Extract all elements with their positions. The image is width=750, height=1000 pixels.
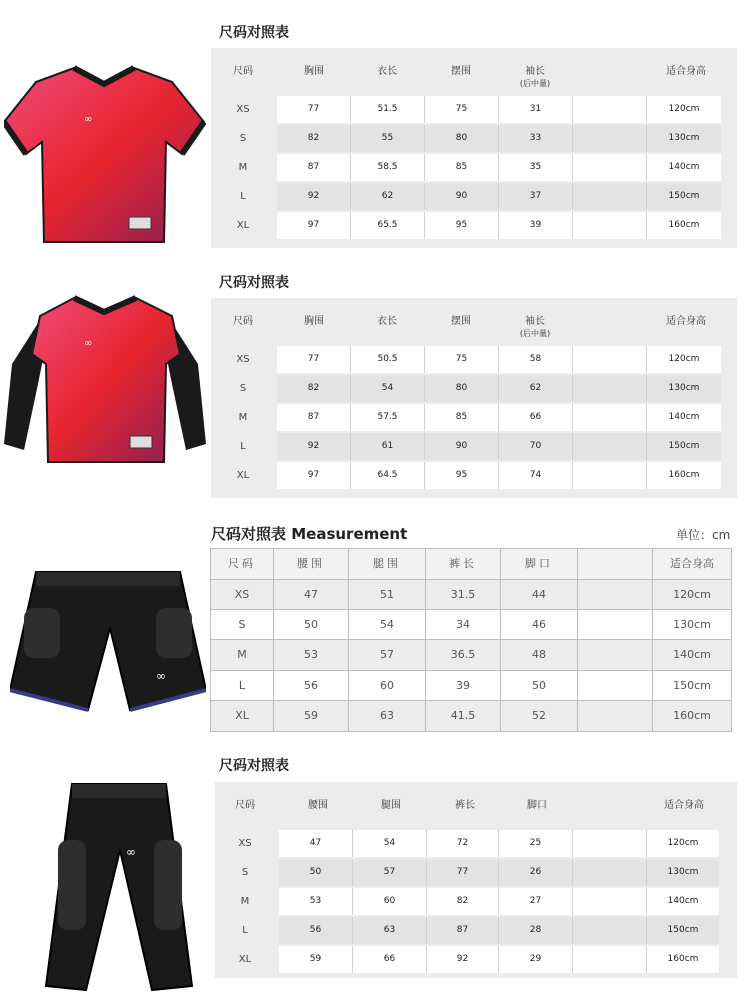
cell: 92 xyxy=(277,183,351,210)
cell: 80 xyxy=(425,375,499,402)
cell xyxy=(573,346,647,373)
cell: 47 xyxy=(279,830,353,857)
cell: 66 xyxy=(353,946,427,973)
cell: 33 xyxy=(499,125,573,152)
cell: 57.5 xyxy=(351,404,425,431)
cell: 74 xyxy=(499,462,573,489)
table-row xyxy=(277,154,721,181)
table-row xyxy=(277,212,721,239)
cell xyxy=(573,404,647,431)
table-row xyxy=(277,462,721,489)
cell: 87 xyxy=(427,917,499,944)
cell: 51.5 xyxy=(351,96,425,123)
cell: 95 xyxy=(425,212,499,239)
cell xyxy=(578,701,652,731)
cell: 35 xyxy=(499,154,573,181)
cell: 64.5 xyxy=(351,462,425,489)
section4-title: 尺码对照表 xyxy=(219,758,289,774)
cell xyxy=(573,859,647,886)
header-height: 适合身高 xyxy=(664,800,704,811)
cell: 54 xyxy=(353,830,427,857)
cell: 48 xyxy=(501,640,577,670)
cell xyxy=(573,375,647,402)
header-waist: 腰围 xyxy=(274,549,348,579)
header-chest: 胸围 xyxy=(304,66,324,77)
header-height: 适合身高 xyxy=(666,316,706,327)
cell: 70 xyxy=(499,433,573,460)
cell xyxy=(573,125,647,152)
cell: 77 xyxy=(427,859,499,886)
cell: 160cm xyxy=(668,220,700,230)
size-label: L xyxy=(242,925,248,936)
header-leg-opening: 脚口 xyxy=(527,800,547,811)
svg-text:∞: ∞ xyxy=(126,845,136,859)
cell xyxy=(573,183,647,210)
cell: 53 xyxy=(279,888,353,915)
size-label: S xyxy=(211,610,273,639)
cell: 85 xyxy=(425,154,499,181)
cell: 120cm xyxy=(653,580,731,609)
cell: 56 xyxy=(279,917,353,944)
cell: 63 xyxy=(353,917,427,944)
size-label: XL xyxy=(236,220,250,231)
cell: 51 xyxy=(349,580,425,609)
header-size: 尺码 xyxy=(235,800,255,811)
cell xyxy=(573,212,647,239)
header-sleeve-label: 袖长 xyxy=(525,66,545,77)
cell: 56 xyxy=(274,671,348,700)
size-table-3 xyxy=(210,548,732,732)
cell: 140cm xyxy=(668,412,700,422)
cell: 97 xyxy=(277,462,351,489)
header-size: 尺码 xyxy=(233,66,253,77)
cell xyxy=(578,671,652,700)
cell: 130cm xyxy=(667,867,699,877)
cell: 77 xyxy=(277,346,351,373)
cell: 63 xyxy=(349,701,425,731)
section1-title: 尺码对照表 xyxy=(219,25,289,41)
header-size: 尺码 xyxy=(211,549,273,579)
cell: 26 xyxy=(499,859,573,886)
table-row xyxy=(279,830,719,857)
cell: 62 xyxy=(351,183,425,210)
cell: 31.5 xyxy=(426,580,500,609)
size-label: XS xyxy=(238,838,252,849)
cell: 31 xyxy=(499,96,573,123)
cell xyxy=(573,830,647,857)
cell: 120cm xyxy=(668,104,700,114)
cell: 29 xyxy=(499,946,573,973)
cell: 59 xyxy=(279,946,353,973)
cell xyxy=(573,154,647,181)
header-length: 衣长 xyxy=(377,316,397,327)
size-label: S xyxy=(239,133,247,144)
cell: 130cm xyxy=(668,133,700,143)
cell: 120cm xyxy=(668,354,700,364)
cell: 87 xyxy=(277,404,351,431)
cell: 140cm xyxy=(668,162,700,172)
table-row xyxy=(277,183,721,210)
cell: 60 xyxy=(349,671,425,700)
cell xyxy=(573,96,647,123)
cell: 57 xyxy=(349,640,425,670)
size-label: S xyxy=(239,383,247,394)
cell: 140cm xyxy=(653,640,731,670)
header-pant-length: 裤长 xyxy=(426,549,500,579)
cell: 50 xyxy=(501,671,577,700)
cell: 75 xyxy=(425,96,499,123)
cell: 58 xyxy=(499,346,573,373)
cell: 41.5 xyxy=(426,701,500,731)
cell: 54 xyxy=(351,375,425,402)
size-label: L xyxy=(240,441,246,452)
cell: 59 xyxy=(274,701,348,731)
size-label: XL xyxy=(211,701,273,731)
header-hem: 摆围 xyxy=(451,316,471,327)
cell: 160cm xyxy=(667,954,699,964)
cell: 66 xyxy=(499,404,573,431)
cell: 90 xyxy=(425,433,499,460)
table-row xyxy=(277,433,721,460)
header-sleeve-note: (后中量) xyxy=(519,79,551,88)
header-hem: 摆围 xyxy=(451,66,471,77)
svg-text:∞: ∞ xyxy=(84,114,93,125)
cell xyxy=(573,433,647,460)
table-row xyxy=(279,946,719,973)
cell: 34 xyxy=(426,610,500,639)
cell xyxy=(573,462,647,489)
cell xyxy=(578,640,652,670)
table-row xyxy=(277,96,721,123)
cell: 87 xyxy=(277,154,351,181)
table-row xyxy=(277,375,721,402)
cell: 140cm xyxy=(667,896,699,906)
cell: 75 xyxy=(425,346,499,373)
header-sleeve-label: 袖长 xyxy=(525,316,545,327)
cell: 55 xyxy=(351,125,425,152)
cell: 150cm xyxy=(668,191,700,201)
header-thigh: 腿围 xyxy=(381,800,401,811)
cell: 25 xyxy=(499,830,573,857)
svg-text:∞: ∞ xyxy=(84,338,93,349)
size-table-4 xyxy=(215,782,737,978)
cell: 39 xyxy=(499,212,573,239)
cell: 54 xyxy=(349,610,425,639)
cell xyxy=(573,946,647,973)
cell: 37 xyxy=(499,183,573,210)
cell: 130cm xyxy=(668,383,700,393)
cell: 82 xyxy=(277,375,351,402)
cell: 150cm xyxy=(667,925,699,935)
size-label: L xyxy=(240,191,246,202)
cell xyxy=(573,888,647,915)
cell: 36.5 xyxy=(426,640,500,670)
cell: 82 xyxy=(427,888,499,915)
header-waist: 腰围 xyxy=(308,800,328,811)
size-label: XS xyxy=(236,354,250,365)
cell: 62 xyxy=(499,375,573,402)
table-row xyxy=(279,859,719,886)
size-label: M xyxy=(211,640,273,670)
cell: 120cm xyxy=(667,838,699,848)
size-label: XS xyxy=(211,580,273,609)
cell: 160cm xyxy=(668,470,700,480)
header-length: 衣长 xyxy=(377,66,397,77)
cell: 72 xyxy=(427,830,499,857)
cell xyxy=(578,610,652,639)
section3-title: 尺码对照表 Measurement xyxy=(211,525,408,543)
cell: 82 xyxy=(277,125,351,152)
section2-title: 尺码对照表 xyxy=(219,275,289,291)
padded-shorts-image xyxy=(10,568,206,714)
cell: 58.5 xyxy=(351,154,425,181)
padded-pants-image xyxy=(34,780,204,992)
size-label: S xyxy=(241,867,249,878)
size-label: M xyxy=(238,162,248,173)
cell: 150cm xyxy=(653,671,731,700)
cell: 50.5 xyxy=(351,346,425,373)
cell: 97 xyxy=(277,212,351,239)
cell: 50 xyxy=(274,610,348,639)
cell: 39 xyxy=(426,671,500,700)
size-label: XL xyxy=(236,470,250,481)
cell: 150cm xyxy=(668,441,700,451)
cell: 160cm xyxy=(653,701,731,731)
header-leg-opening: 脚口 xyxy=(501,549,577,579)
cell: 60 xyxy=(353,888,427,915)
table-row xyxy=(277,404,721,431)
size-table-1 xyxy=(211,48,737,248)
header-height: 适合身高 xyxy=(666,66,706,77)
header-sleeve-note: (后中量) xyxy=(519,329,551,338)
table-row xyxy=(279,917,719,944)
header-height: 适合身高 xyxy=(653,549,731,579)
size-label: M xyxy=(240,896,250,907)
cell: 77 xyxy=(277,96,351,123)
cell: 92 xyxy=(427,946,499,973)
cell: 47 xyxy=(274,580,348,609)
cell xyxy=(573,917,647,944)
short-sleeve-jersey-image xyxy=(4,62,206,252)
cell: 46 xyxy=(501,610,577,639)
cell: 85 xyxy=(425,404,499,431)
header-thigh: 腿围 xyxy=(349,549,425,579)
cell: 130cm xyxy=(653,610,731,639)
cell: 27 xyxy=(499,888,573,915)
cell xyxy=(578,580,652,609)
long-sleeve-jersey-image xyxy=(4,294,206,466)
size-label: L xyxy=(211,671,273,700)
header-sleeve xyxy=(502,66,568,90)
cell: 52 xyxy=(501,701,577,731)
header-size: 尺码 xyxy=(233,316,253,327)
cell: 80 xyxy=(425,125,499,152)
header-chest: 胸围 xyxy=(304,316,324,327)
header-pant-length: 裤长 xyxy=(455,800,475,811)
cell: 65.5 xyxy=(351,212,425,239)
cell: 44 xyxy=(501,580,577,609)
size-label: XL xyxy=(238,954,252,965)
header-sleeve xyxy=(502,316,568,340)
cell: 92 xyxy=(277,433,351,460)
size-label: XS xyxy=(236,104,250,115)
cell: 61 xyxy=(351,433,425,460)
size-label: M xyxy=(238,412,248,423)
table-row xyxy=(277,346,721,373)
unit-label: 单位：cm xyxy=(676,528,731,542)
cell: 57 xyxy=(353,859,427,886)
cell: 53 xyxy=(274,640,348,670)
size-table-2 xyxy=(211,298,737,498)
table-row xyxy=(279,888,719,915)
svg-text:∞: ∞ xyxy=(156,669,166,683)
cell: 95 xyxy=(425,462,499,489)
cell: 90 xyxy=(425,183,499,210)
cell: 28 xyxy=(499,917,573,944)
header-blank xyxy=(578,549,652,579)
cell: 50 xyxy=(279,859,353,886)
table-row xyxy=(277,125,721,152)
